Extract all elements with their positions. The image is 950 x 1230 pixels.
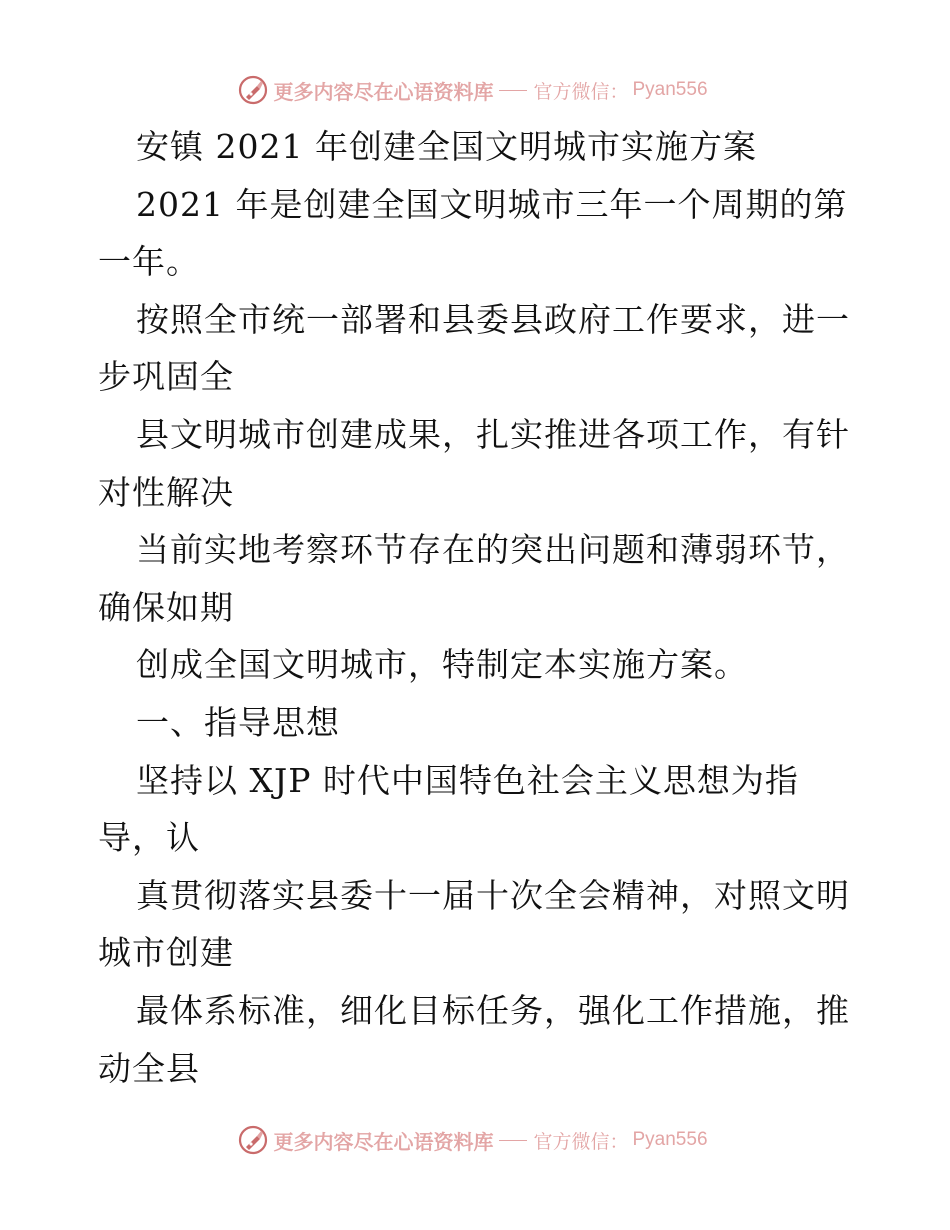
document-title: 安镇 2021 年创建全国文明城市实施方案 bbox=[136, 127, 757, 166]
wechat-label: 官方微信： bbox=[533, 80, 629, 103]
paragraph-line: 一年。 bbox=[98, 242, 200, 282]
paragraph-line: 县文明城市创建成果，扎实推进各项工作，有针 bbox=[136, 414, 850, 454]
banner-content bbox=[237, 74, 707, 106]
paragraph-line: 城市创建 bbox=[98, 933, 234, 973]
wechat-label: 官方微信： bbox=[533, 1130, 629, 1153]
pen-nib-logo-icon bbox=[237, 74, 269, 106]
paragraph-line: 确保如期 bbox=[98, 587, 234, 627]
footer-watermark-banner bbox=[0, 1120, 950, 1160]
banner-content bbox=[237, 1124, 707, 1156]
document-body bbox=[98, 118, 858, 1097]
paragraph-line: 坚持以 XJP 时代中国特色社会主义思想为指 bbox=[136, 760, 799, 800]
paragraph-line: 按照全市统一部署和县委县政府工作要求，进一 bbox=[136, 299, 850, 339]
paragraph-line: 步巩固全 bbox=[98, 357, 234, 397]
wechat-id: Pyan556 bbox=[632, 79, 708, 100]
paragraph-line: 导，认 bbox=[98, 818, 200, 858]
banner-main-text: 更多内容尽在心语资料库 bbox=[273, 79, 494, 104]
banner-dash bbox=[499, 1140, 527, 1141]
header-watermark-banner bbox=[0, 70, 950, 110]
paragraph-line: 当前实地考察环节存在的突出问题和薄弱环节， bbox=[136, 530, 850, 570]
paragraph-line: 最体系标准，细化目标任务，强化工作措施，推 bbox=[136, 990, 850, 1030]
banner-main-text: 更多内容尽在心语资料库 bbox=[273, 1129, 494, 1154]
paragraph-line: 对性解决 bbox=[98, 472, 234, 512]
banner-dash bbox=[499, 90, 527, 91]
paragraph-line: 创成全国文明城市，特制定本实施方案。 bbox=[136, 645, 748, 685]
wechat-id: Pyan556 bbox=[632, 1129, 708, 1150]
pen-nib-logo-icon bbox=[237, 1124, 269, 1156]
section-heading: 一、指导思想 bbox=[136, 702, 340, 742]
paragraph-line: 动全县 bbox=[98, 1048, 200, 1088]
paragraph-line: 2021 年是创建全国文明城市三年一个周期的第 bbox=[136, 184, 848, 224]
paragraph-line: 真贯彻落实县委十一届十次全会精神，对照文明 bbox=[136, 875, 850, 915]
